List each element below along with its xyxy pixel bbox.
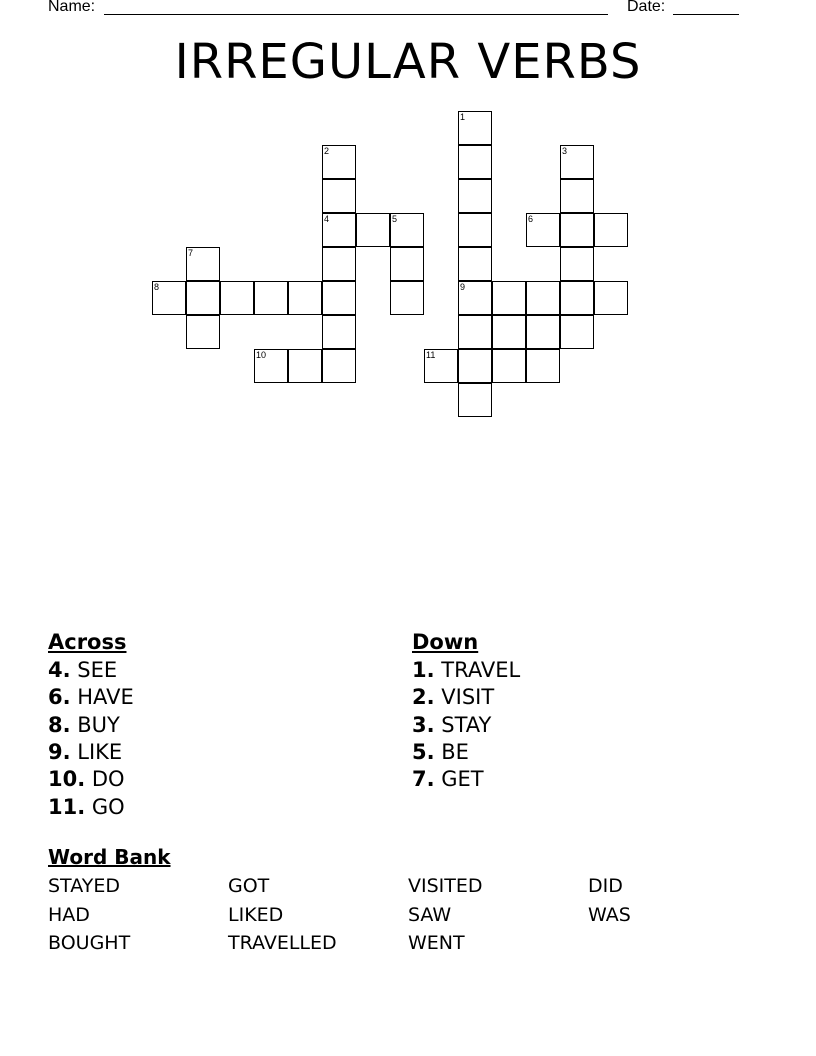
word-bank-word: STAYED — [48, 875, 120, 897]
across-clue-number: 6. — [48, 685, 71, 710]
crossword-cell[interactable] — [322, 179, 356, 213]
word-bank-word: TRAVELLED — [228, 932, 337, 954]
crossword-cell[interactable] — [390, 281, 424, 315]
crossword-cell[interactable] — [186, 281, 220, 315]
down-clue — [412, 657, 520, 684]
crossword-cell[interactable] — [220, 281, 254, 315]
word-bank-word: VISITED — [408, 875, 483, 897]
clue-number: 2 — [324, 146, 330, 156]
crossword-cell[interactable] — [594, 213, 628, 247]
crossword-cell[interactable] — [356, 213, 390, 247]
word-bank-word: DID — [588, 875, 623, 897]
across-clue-number: 11. — [48, 794, 86, 819]
word-bank-word: BOUGHT — [48, 932, 131, 954]
crossword-cell[interactable] — [322, 315, 356, 349]
down-clue — [412, 766, 484, 793]
word-bank-word: GOT — [228, 875, 270, 897]
down-clue-number: 5. — [412, 739, 435, 764]
crossword-cell[interactable] — [458, 281, 492, 315]
across-clue-text: BUY — [70, 712, 120, 737]
crossword-cell[interactable] — [322, 247, 356, 281]
across-clue — [48, 712, 120, 739]
down-clue-number: 2. — [412, 685, 435, 710]
clue-number: 7 — [188, 248, 194, 258]
crossword-cell[interactable] — [322, 213, 356, 247]
clue-number: 4 — [324, 214, 330, 224]
crossword-cell[interactable] — [458, 213, 492, 247]
across-clue — [48, 794, 125, 821]
down-clue — [412, 684, 494, 711]
across-clue-text: SEE — [70, 658, 118, 682]
crossword-cell[interactable] — [560, 179, 594, 213]
crossword-cell[interactable] — [560, 145, 594, 179]
crossword-cell[interactable] — [560, 247, 594, 281]
crossword-cell[interactable] — [458, 315, 492, 349]
clue-number: 5 — [392, 214, 398, 224]
clue-number: 10 — [256, 350, 267, 360]
down-clue — [412, 712, 491, 739]
page-title: IRREGULAR VERBS — [174, 34, 642, 90]
crossword-cell[interactable] — [288, 281, 322, 315]
across-clue-number: 4. — [48, 658, 71, 682]
across-clue-number: 9. — [48, 739, 71, 764]
word-bank-heading: Word Bank — [48, 845, 171, 869]
crossword-grid — [0, 0, 816, 440]
crossword-cell[interactable] — [458, 145, 492, 179]
crossword-cell[interactable] — [254, 349, 288, 383]
crossword-cell[interactable] — [186, 315, 220, 349]
down-clue-text: TRAVEL — [434, 658, 521, 682]
name-label: Name: — [48, 0, 96, 15]
across-clue-text: LIKE — [70, 739, 123, 764]
across-clue-text: HAVE — [70, 685, 134, 710]
word-bank-word: WENT — [408, 932, 465, 954]
across-heading: Across — [48, 630, 127, 654]
crossword-cell[interactable] — [526, 281, 560, 315]
down-clue-number: 3. — [412, 712, 435, 737]
across-clue-text: DO — [85, 767, 125, 792]
crossword-cell[interactable] — [458, 247, 492, 281]
crossword-cell[interactable] — [492, 315, 526, 349]
down-clue-text: GET — [434, 767, 484, 792]
crossword-cell[interactable] — [458, 111, 492, 145]
crossword-cell[interactable] — [254, 281, 288, 315]
crossword-cell[interactable] — [594, 281, 628, 315]
crossword-cell[interactable] — [560, 213, 594, 247]
crossword-cell[interactable] — [390, 247, 424, 281]
across-clue — [48, 657, 117, 684]
crossword-cell[interactable] — [322, 349, 356, 383]
across-clue — [48, 684, 134, 711]
down-clue-text: VISIT — [434, 685, 495, 710]
across-clue-text: GO — [85, 794, 125, 819]
crossword-cell[interactable] — [322, 145, 356, 179]
across-clue-number: 8. — [48, 712, 71, 737]
crossword-cell[interactable] — [458, 383, 492, 417]
crossword-cell[interactable] — [152, 281, 186, 315]
clue-number: 11 — [426, 350, 436, 360]
crossword-cell[interactable] — [492, 349, 526, 383]
clue-number: 6 — [528, 214, 534, 224]
across-clue — [48, 766, 125, 793]
word-bank-word: HAD — [48, 903, 90, 926]
crossword-cell[interactable] — [424, 349, 458, 383]
word-bank-word: LIKED — [228, 903, 284, 926]
clue-number: 1 — [460, 112, 466, 122]
crossword-cell[interactable] — [526, 349, 560, 383]
word-bank-word: WAS — [588, 903, 631, 926]
crossword-cell[interactable] — [458, 179, 492, 213]
crossword-cell[interactable] — [492, 281, 526, 315]
down-clue-number: 7. — [412, 767, 435, 792]
clue-number: 9 — [460, 282, 466, 292]
across-clue-number: 10. — [48, 767, 86, 792]
down-clue-text: BE — [434, 739, 469, 764]
crossword-cell[interactable] — [288, 349, 322, 383]
down-clue-number: 1. — [412, 658, 435, 682]
crossword-cell[interactable] — [458, 349, 492, 383]
clue-number: 3 — [562, 146, 568, 156]
crossword-cell[interactable] — [560, 281, 594, 315]
down-clue — [412, 739, 469, 766]
word-bank-word: SAW — [408, 903, 452, 926]
crossword-cell[interactable] — [526, 315, 560, 349]
crossword-cell[interactable] — [322, 281, 356, 315]
crossword-cell[interactable] — [390, 213, 424, 247]
crossword-cell[interactable] — [560, 315, 594, 349]
down-heading: Down — [412, 630, 479, 654]
down-clue-text: STAY — [434, 712, 492, 737]
clue-number: 8 — [154, 282, 160, 292]
across-clue — [48, 739, 122, 766]
date-label: Date: — [627, 0, 666, 15]
crossword-cell[interactable] — [186, 247, 220, 281]
crossword-cell[interactable] — [526, 213, 560, 247]
